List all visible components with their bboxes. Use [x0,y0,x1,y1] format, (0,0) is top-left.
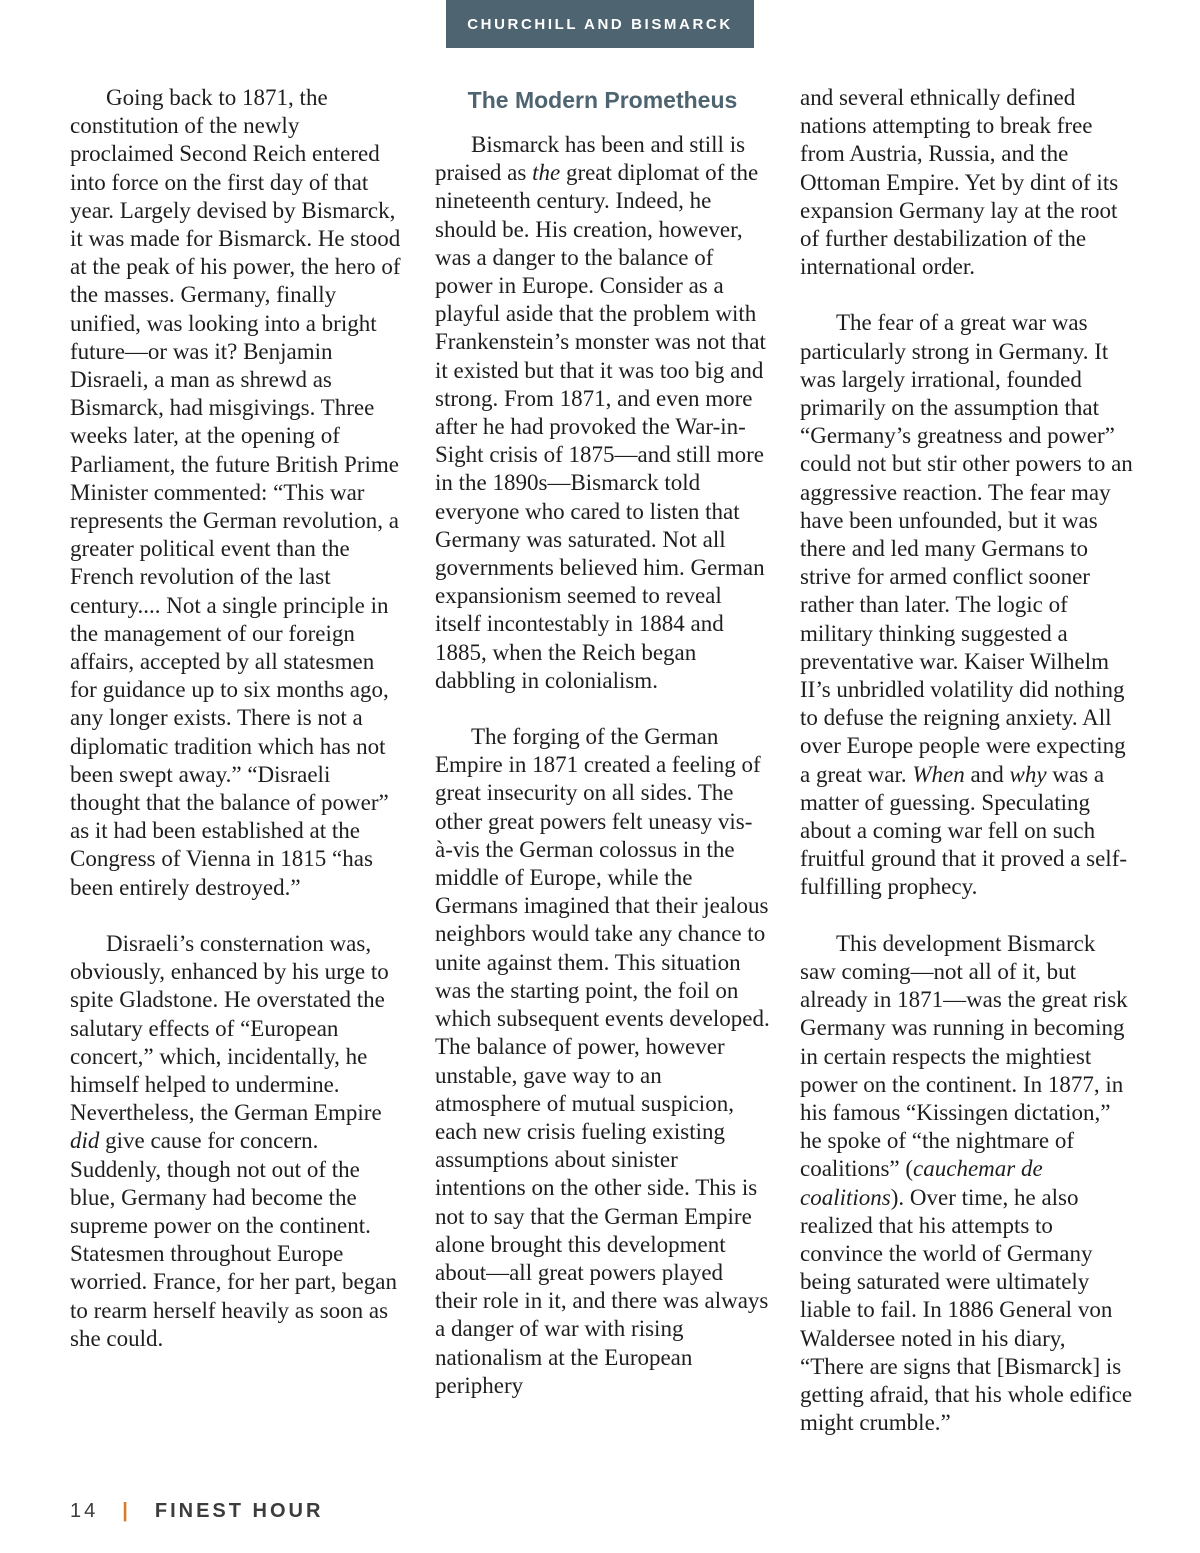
paragraph: Bismarck has been and still is praised as the great diplomat of the nineteenth century. Indeed, he should be. His creation, however, was a danger to the balance of power in Europe. Consider as a playful aside that the problem with Frankenstein’s monster was not that it existed but that it was too big and strong. From 1871, and even more after he had provoked the War-in-Sight crisis of 1875—and still more in the 1890s—Bismarck told everyone who cared to listen that Germany was saturated. Not all governments believed him. German expansionism seemed to reveal itself incontestably in 1884 and 1885, when the Reich began dabbling in colonialism. [435,132,766,693]
emphasis: did [70,1128,100,1154]
column-3 [800,84,1135,1437]
publication-name: FINEST HOUR [154,1500,324,1522]
running-header: CHURCHILL AND BISMARCK [446,0,754,48]
emphasis: When [912,761,965,787]
paragraph: The forging of the German Empire in 1871 created a feeling of great insecurity on all sides. The other great powers felt uneasy vis-à-vis the German colossus in the middle of Europe, while the Germans imagined that their jealous neighbors would take any chance to unite against them. This situation was the starting point, the foil on which subsequent events developed. The balance of power, however unstable, gave way to an atmosphere of mutual suspicion, each new crisis fueling existing assumptions about sinister intentions on the other side. This is not to say that the German Empire alone brought this development about—all great powers played their role in it, and there was always a danger of war with rising nationalism at the European periphery [435,724,770,1398]
paragraph: The fear of a great war was particularly strong in Germany. It was largely irrational, founded primarily on the assumption that “Germany’s greatness and power” could not but stir other powers to an aggressive reaction. The fear may have been unfounded, but it was there and led many Germans to strive for armed conflict sooner rather than later. The logic of military thinking suggested a preventative war. Kaiser Wilhelm II’s unbridled volatility did nothing to defuse the reigning anxiety. All over Europe people were expecting a great war. When and why was a matter of guessing. Speculating about a coming war fell on such fruitful ground that it proved a self-fulfilling prophecy. [800,310,1133,900]
paragraph: Disraeli’s consternation was, obviously, enhanced by his urge to spite Gladstone. He overstated the salutary effects of “European concert,” which, incidentally, he himself helped to undermine. Nevertheless, the German Empire did give cause for concern. Suddenly, though not out of the blue, Germany had become the supreme power on the continent. Statesmen throughout Europe worried. France, for her part, began to rearm herself heavily as soon as she could. [70,930,397,1351]
emphasis: why [1009,761,1047,787]
emphasis: cauchemar de coalitions [800,1156,1043,1210]
page-number: 14 [70,1500,99,1522]
page-footer [70,1500,323,1523]
column-1 [70,84,405,1353]
footer-separator: | [122,1500,131,1522]
paragraph: Going back to 1871, the constitution of the newly proclaimed Second Reich entered into force on the first day of that year. Largely devised by Bismarck, it was made for Bismarck. He stood at the peak of his power, the hero of the masses. Germany, finally unified, was looking into a bright future—or was it? Benjamin Disraeli, a man as shrewd as Bismarck, had misgivings. Three weeks later, at the opening of Parliament, the future British Prime Minister commented: “This war represents the German revolution, a greater political event than the French revolution of the last century.... Not a single principle in the management of our foreign affairs, accepted by all statesmen for guidance up to six months ago, any longer exists. There is not a diplomatic tradition which has not been swept away.” “Disraeli thought that the balance of power” as it had been established at the Congress of Vienna in 1815 “has been entirely destroyed.” [70,85,401,900]
emphasis: the [532,160,561,186]
column-2 [435,84,770,1400]
section-heading: The Modern Prometheus [467,87,738,113]
paragraph: This development Bismarck saw coming—not all of it, but already in 1871—was the great risk Germany was running in becoming in certain respects the mightiest power on the continent. In 1877, in his famous “Kissingen dictation,” he spoke of “the nightmare of coalitions” (cauchemar de coalitions). Over time, he also realized that his attempts to convince the world of Germany being saturated were ultimately liable to fail. In 1886 General von Waldersee noted in his diary, “There are signs that [Bismarck] is getting afraid, that his whole edifice might crumble.” [800,930,1133,1436]
paragraph: and several ethnically defined nations attempting to break free from Austria, Russia, and the Ottoman Empire. Yet by dint of its expansion Germany lay at the root of further destabilization of the international order. [800,85,1119,280]
